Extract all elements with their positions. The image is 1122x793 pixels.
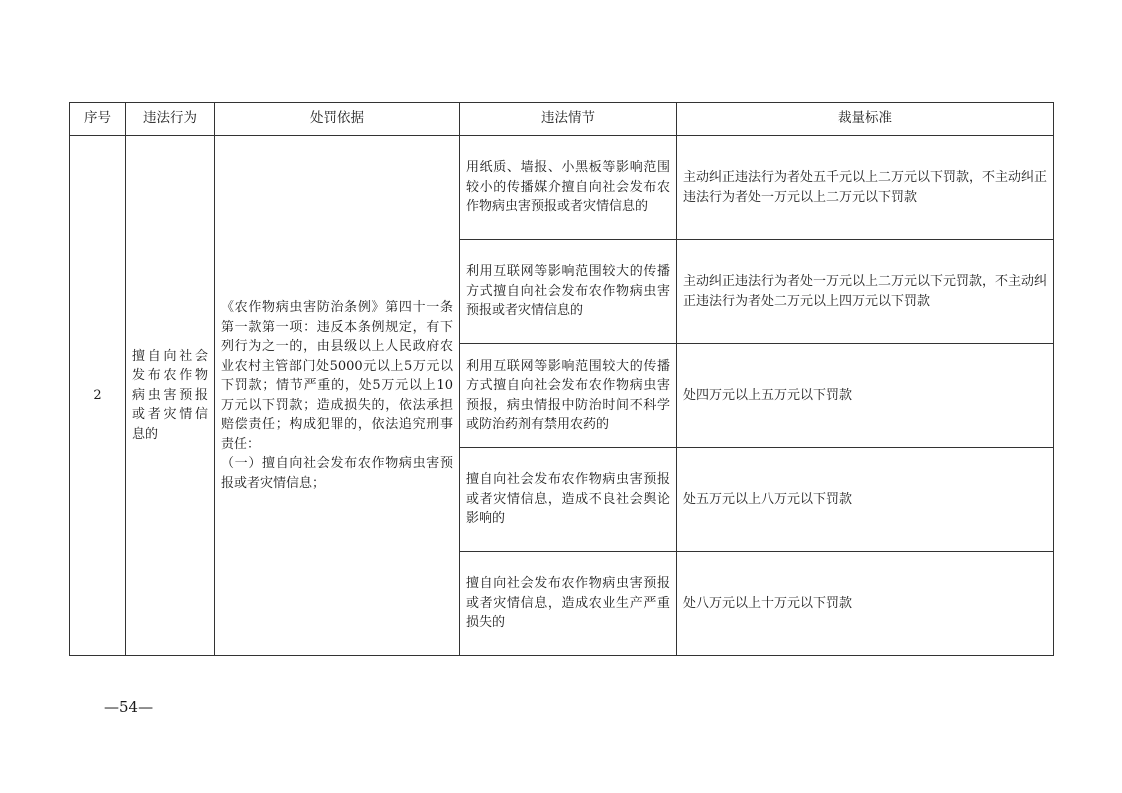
discretion-standard-cell: 处八万元以上十万元以下罚款: [677, 552, 1054, 656]
header-standard: 裁量标准: [677, 103, 1054, 136]
penalty-basis-cell: [215, 136, 460, 656]
table-row: [70, 136, 1054, 240]
header-act: 违法行为: [126, 103, 215, 136]
penalty-discretion-table: [69, 102, 1054, 656]
violation-detail-cell: 利用互联网等影响范围较大的传播方式擅自向社会发布农作物病虫害预报或者灾情信息的: [460, 240, 677, 344]
violation-detail-cell: 擅自向社会发布农作物病虫害预报或者灾情信息，造成农业生产严重损失的: [460, 552, 677, 656]
penalty-basis-item: （一）擅自向社会发布农作物病虫害预报或者灾情信息；: [221, 456, 453, 491]
discretion-standard-cell: 处五万元以上八万元以下罚款: [677, 448, 1054, 552]
discretion-standard-cell: 主动纠正违法行为者处五千元以上二万元以下罚款，不主动纠正违法行为者处一万元以上二万元以下罚款: [677, 136, 1054, 240]
violation-detail-cell: 利用互联网等影响范围较大的传播方式擅自向社会发布农作物病虫害预报，病虫情报中防治时间不科学或防治药剂有禁用农药的: [460, 344, 677, 448]
discretion-standard-cell: 处四万元以上五万元以下罚款: [677, 344, 1054, 448]
penalty-basis-text: 《农作物病虫害防治条例》第四十一条第一款第一项：违反本条例规定，有下列行为之一的，由县级以上人民政府农业农村主管部门处5000元以上5万元以下罚款；情节严重的，处5万元以上10万元以下罚款；造成损失的，依法承担赔偿责任；构成犯罪的，依法追究刑事责任：: [221, 300, 453, 452]
discretion-standard-cell: 主动纠正违法行为者处一万元以上二万元以下元罚款，不主动纠正违法行为者处二万元以上四万元以下罚款: [677, 240, 1054, 344]
table-header-row: [70, 103, 1054, 136]
seq-cell: 2: [70, 136, 126, 656]
header-seq: 序号: [70, 103, 126, 136]
page-number: —54—: [104, 698, 154, 716]
violation-detail-cell: 用纸质、墙报、小黑板等影响范围较小的传播媒介擅自向社会发布农作物病虫害预报或者灾情信息的: [460, 136, 677, 240]
header-basis: 处罚依据: [215, 103, 460, 136]
violation-detail-cell: 擅自向社会发布农作物病虫害预报或者灾情信息，造成不良社会舆论影响的: [460, 448, 677, 552]
violation-act-cell: 擅自向社会发布农作物病虫害预报或者灾情信息的: [126, 136, 215, 656]
header-detail: 违法情节: [460, 103, 677, 136]
